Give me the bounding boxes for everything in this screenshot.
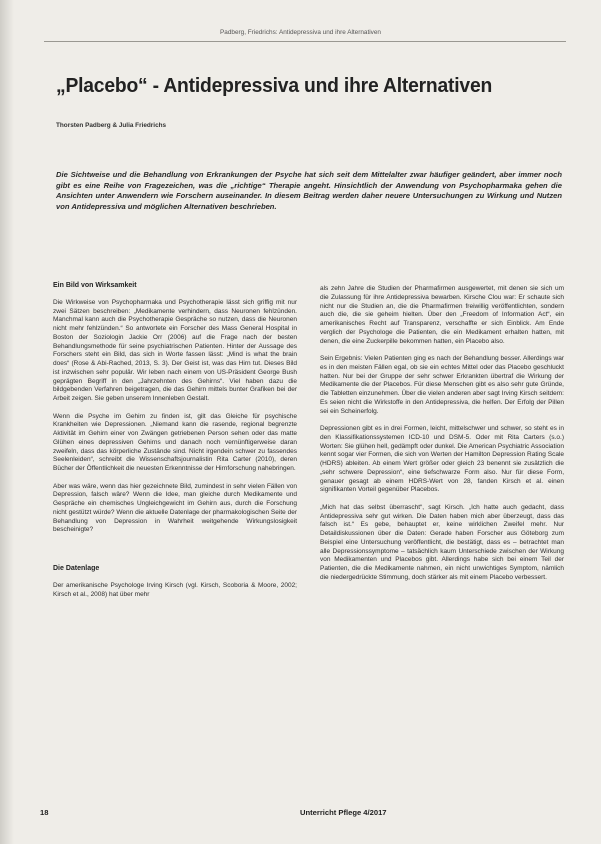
header-rule (44, 41, 566, 42)
page-footer (40, 808, 570, 822)
section-heading-datenlage: Die Datenlage (53, 565, 100, 572)
left-column (53, 282, 297, 608)
page-number: 18 (40, 808, 49, 817)
paragraph: „Mich hat das selbst überrascht“, sagt Kirsch. „Ich hatte auch gedacht, dass Antidepressiva sehr gut wirken. Die Daten haben mich aber überzeugt, dass das falsch ist.“ Es gebe, behauptet er, keine wirklichen Zweifel mehr. Nur Detaildiskussionen über die Daten: Gerade haben Forscher aus Göteborg zum Beispiel eine Untersuchung veröffentlicht, die bestätigt, dass es – betrachtet man alle Depressionssymptome – tatsächlich kaum Unterschiede zwischen der Wirkung von Medikamenten und Placebos gibt. Allerdings habe sich bei einem Teil der Patienten, die die Medikamente nahmen, ein nicht unwichtiges Symptom, nämlich die niedergedrückte Stimmung, doch stärker als mit einem Placebo verbessert. (320, 503, 564, 581)
paragraph: Aber was wäre, wenn das hier gezeichnete Bild, zumindest in sehr vielen Fällen von Depression, falsch wäre? Wenn die Idee, man gleiche durch Medikamente und Gespräche ein chemisches Ungleichgewicht im Gehirn aus, durch die Forschung nicht gestützt würde? Wenn die aktuelle Datenlage der pharmakologischen Seite der Behandlung von Depression in Wahrheit weitgehende Wirkungslosigkeit bescheinigte? (53, 482, 297, 534)
page-binding-shadow (0, 0, 14, 844)
paragraph: Wenn die Psyche im Gehirn zu finden ist, gilt das Gleiche für psychische Krankheiten wie Depressionen. „Niemand kann die rasende, regional begrenzte Aktivität im Gehirn einer von Zwängen getriebenen Person sehen oder das matte Glühen eines depressiven Gehirns und danach noch vernünftigerweise daran zweifeln, dass das körperliche Zustände sind. Nicht irgendein schwer zu fassendes Seelenleiden“, schreibt die Wissenschaftsjournalistin Rita Carter (2010), deren Bücher der Öffentlichkeit die neuesten Erkenntnisse der Hirnforschung nahebringen. (53, 412, 297, 472)
right-column (320, 285, 564, 591)
paragraph: als zehn Jahre die Studien der Pharmafirmen ausgewertet, mit denen sie sich um die Zulassung für ihre Antidepressiva bewarben. Kirsche Clou war: Er schaute sich nicht nur die Studien an, die die Pharmafirmen freiwillig veröffentlichten, sondern auch die, die sie geheim hielten. Über den „Freedom of Information Act“, ein amerikanisches Recht auf Transparenz, verschaffte er sich Einblick. Am Ende verglich der Psychologe die Patienten, die ein Medikament erhalten hatten, mit denen, die eine Zuckerpille bekommen hatten, ein Placebo also. (320, 285, 564, 345)
article-title: „Placebo“ - Antidepressiva und ihre Alternativen (56, 74, 493, 97)
article-authors: Thorsten Padberg & Julia Friedrichs (56, 122, 167, 129)
running-head: Padberg, Friedrichs: Antidepressiva und ihre Alternativen (220, 29, 381, 36)
paragraph: Sein Ergebnis: Vielen Patienten ging es nach der Behandlung besser. Allerdings war es in den meisten Fällen egal, ob sie ein echtes Mittel oder das Placebo geschluckt hatten. Nur bei der Gruppe der sehr schwer Erkrankten übertraf die Wirkung der Medikamente die der Placebos. Für diese Menschen gibt es also sehr gute Gründe, die Tabletten einzunehmen. Über die vielen anderen aber sagt Irving Kirsch seitdem: Es seien nicht die Wirkstoffe in den Antidepressiva, die helfen. Der Erfolg der Pillen sei ein Scheinerfolg. (320, 355, 564, 415)
paragraph: Der amerikanische Psychologe Irving Kirsch (vgl. Kirsch, Scoboria & Moore, 2002; Kirsch et al., 2008) hat über mehr (53, 581, 297, 598)
article-abstract: Die Sichtweise und die Behandlung von Erkrankungen der Psyche hat sich seit dem Mittelalter zwar häufiger geändert, aber immer noch gibt es eine Reihe von Fragezeichen, was die „richtige“ Therapie angeht. Hinsichtlich der Anwendung von Psychopharmaka gehen die Ansichten unter Anwendern wie Forschern auseinander. In diesem Beitrag werden daher neuere Untersuchungen zu Wirkung und Nutzen von Antidepressiva und möglichen Alternativen beschrieben. (56, 170, 562, 211)
section-heading-wirksamkeit: Ein Bild von Wirksamkeit (53, 282, 137, 289)
paragraph: Die Wirkweise von Psychopharmaka und Psychotherapie lässt sich griffig mit nur zwei Sätzen beschreiben: „Medikamente verhindern, dass Neuronen fehlzünden. Manchmal kann auch die Psychotherapie Gespräche so nutzen, dass die Neuronen nicht mehr fehlzünden.“ So antwortete ein Forscher des Mass General Hospital in Boston der Soziologin Jackie Orr (2006) auf die Frage nach der besten Behandlungsmethode für seine psychiatrischen Patienten. Hinter der Aussage des Forschers steht ein Bild, das sich in Worte fassen lässt: „Mind is what the brain does“ (Rose & Abi-Rached, 2013, S. 3). Der Geist ist, was das Hirn tut. Dieses Bild ist inzwischen sehr populär. Wir leben nach einem von US-Präsident George Bush geprägten Begriff in den „Jahrzehnten des Gehirns“. Viel haben dazu die bildgebenden Verfahren beigetragen, die das Gehirn mittels bunter Grafiken bei der Arbeit zeigen. Sie geben unserem Innenleben Gestalt. (53, 298, 297, 402)
paragraph: Depressionen gibt es in drei Formen, leicht, mittelschwer und schwer, so steht es in den Klassifikationssystemen ICD-10 und DSM-5. Oder mit Rita Carters (s.o.) Worten: Sie glühen hell, gedämpft oder dunkel. Die American Psychiatric Association kennt sogar vier Formen, die sich von Werten der Hamilton Depression Rating Scale (HDRS) ableiten. Ab einem Wert größer oder gleich 23 benennt sie zusätzlich die „sehr schwere Depression“, eine tiefschwarze Form also. Nur für diese Form, genauer gesagt ab einem HDRS-Wert von 28, fanden Kirsch et al. einen signifikanten Vorteil gegenüber Placebos. (320, 425, 564, 494)
journal-issue: Unterricht Pflege 4/2017 (300, 808, 387, 817)
